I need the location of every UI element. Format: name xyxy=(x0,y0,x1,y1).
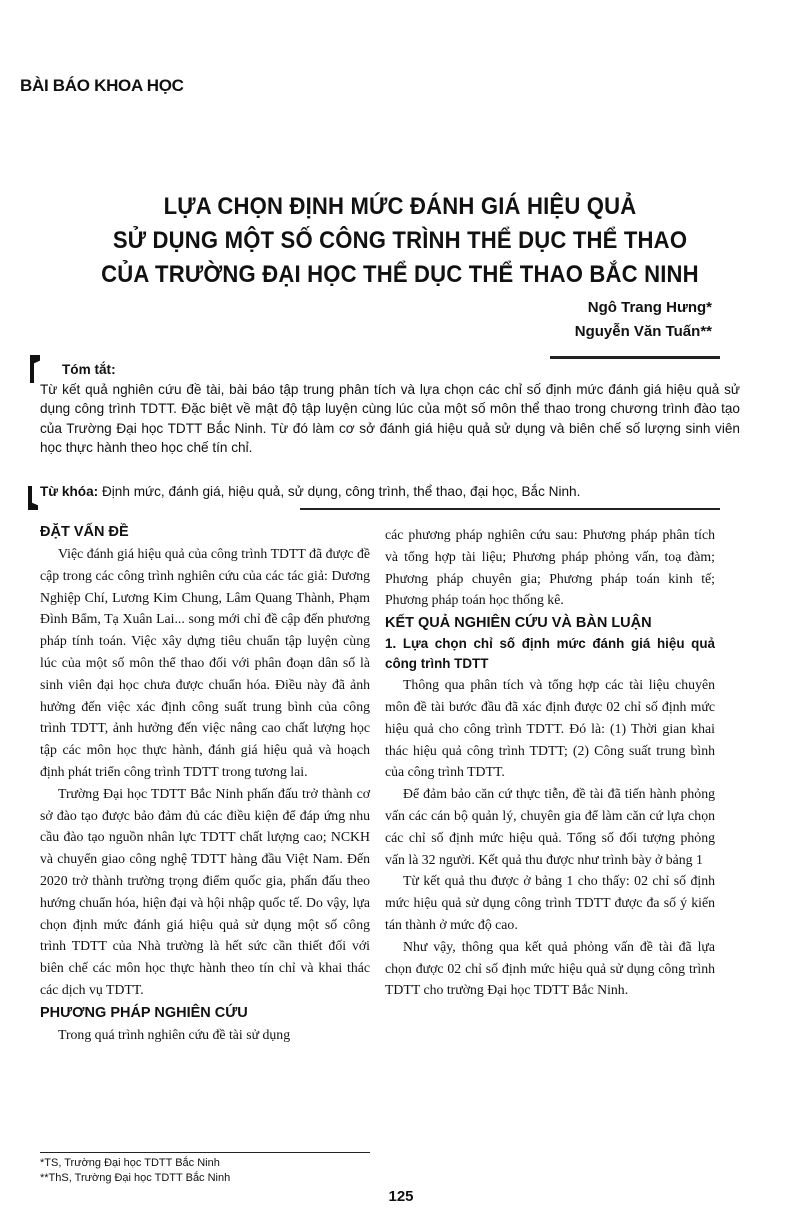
paragraph: Như vậy, thông qua kết quả phỏng vấn đề tài đã lựa chọn được 02 chỉ số định mức hiệu quả sử dụng công trình TDTT cho trường Đại học TDTT Bắc Ninh. xyxy=(385,938,715,998)
title-line-1: LỰA CHỌN ĐỊNH MỨC ĐÁNH GIÁ HIỆU QUẢ xyxy=(163,193,637,220)
heading-introduction: ĐẶT VẤN ĐỀ xyxy=(40,524,129,540)
paragraph: Để đảm bảo căn cứ thực tiễn, đề tài đã tiến hành phỏng vấn các cán bộ quản lý, chuyên gia để làm căn cứ lựa chọn các chỉ số định mức hiệu quả. Tổng số đối tượng phỏng vấn là 32 người. Kết quả thu được như trình bày ở bảng 1 xyxy=(385,786,715,867)
heading-methods: PHƯƠNG PHÁP NGHIÊN CỨU xyxy=(40,1004,248,1021)
paragraph: Trường Đại học TDTT Bắc Ninh phấn đấu trở thành cơ sở đào tạo được bảo đảm đủ các điều kiện để đáp ứng nhu cầu đào tạo nguồn nhân lực TDTT chất lượng cao; NCKH và chuyển giao công nghệ TDTT hàng đầu Việt Nam. Đến 2020 trở thành trường trọng điểm quốc gia, phấn đấu theo hướng chuẩn hóa, hiện đại và hội nhập quốc tế. Do vậy, lựa chọn định mức đánh giá hiệu quả sử dụng một số công trình TDTT của Nhà trường là hết sức cần thiết đối với biên chế các môn học thực hành theo tín chỉ và khai thác các dịch vụ TDTT. xyxy=(40,785,370,997)
article-title xyxy=(87,190,713,292)
right-column xyxy=(385,524,715,1001)
abstract-heading: Tóm tắt: xyxy=(62,362,116,377)
paragraph: Trong quá trình nghiên cứu đề tài sử dụng xyxy=(58,1026,291,1042)
heading-results: KẾT QUẢ NGHIÊN CỨU VÀ BÀN LUẬN xyxy=(385,615,652,632)
keywords-label: Từ khóa: xyxy=(40,484,99,499)
keywords-text: Định mức, đánh giá, hiệu quả, sử dụng, công trình, thể thao, đại học, Bắc Ninh. xyxy=(101,484,581,499)
abstract-bracket-top xyxy=(30,355,40,383)
paragraph: Từ kết quả thu được ở bảng 1 cho thấy: 02 chỉ số định mức hiệu quả sử dụng công trình TDTT được đa số ý kiến tán thành ở mức độ cao. xyxy=(385,873,715,932)
paragraph: các phương pháp nghiên cứu sau: Phương pháp phân tích và tổng hợp tài liệu; Phương pháp phỏng vấn, toạ đàm; Phương pháp chuyên gia; Phương pháp toán kinh tế; Phương pháp toán học thống kê. xyxy=(385,527,715,608)
footnote-1: *TS, Trường Đại học TDTT Bắc Ninh xyxy=(40,1157,220,1169)
footnote-2: **ThS, Trường Đại học TDTT Bắc Ninh xyxy=(40,1172,231,1184)
subheading-1: 1. Lựa chọn chỉ số định mức đánh giá hiệu quả công trình TDTT xyxy=(385,636,715,672)
author-list xyxy=(575,296,712,344)
abstract xyxy=(40,360,740,458)
section-label: BÀI BÁO KHOA HỌC xyxy=(20,76,184,95)
title-line-3: CỦA TRƯỜNG ĐẠI HỌC THỂ DỤC THỂ THAO BẮC NINH xyxy=(101,261,699,288)
author-1: Ngô Trang Hưng* xyxy=(587,299,712,316)
footnotes xyxy=(40,1156,230,1186)
abstract-rule-bottom xyxy=(300,508,720,510)
footnote-rule xyxy=(40,1152,370,1153)
abstract-rule-top xyxy=(550,356,720,359)
abstract-text: Từ kết quả nghiên cứu đề tài, bài báo tập trung phân tích và lựa chọn các chỉ số định mức đánh giá hiệu quả sử dụng công trình TDTT. Đặc biệt về mật độ tập luyện cùng lúc của một số môn thể thao trong chương trình đào tạo của Trường Đại học TDTT Bắc Ninh. Từ đó làm cơ sở đánh giá hiệu quả sử dụng và biên chế số lượng sinh viên học thực hành theo học chế tín chỉ. xyxy=(40,381,740,455)
page-number: 125 xyxy=(388,1188,414,1205)
author-2: Nguyễn Văn Tuấn** xyxy=(574,323,712,340)
left-column xyxy=(40,520,370,1046)
keywords xyxy=(40,484,740,499)
paragraph: Việc đánh giá hiệu quả của công trình TDTT đã được đề cập trong các công trình nghiên cứu của các tác giả: Dương Nghiệp Chí, Lương Kim Chung, Lâm Quang Thành, Phạm Đình Bẩm, Tạ Xuân Lai... song mới chỉ đề cập đến phương pháp tính toán. Việc xây dựng tiêu chuẩn tập luyện cùng lúc của một số môn thể thao đối với phân đoạn dân số là sinh viên đại học chưa được chuẩn hóa. Điều này đã ảnh hưởng đến việc xác định công suất trung bình của công trình TDTT, ảnh hưởng đến việc nâng cao chất lượng học tập các môn học thực hành, đánh giá hiệu quả và hoạch định phát triển công trình TDTT trong tương lai. xyxy=(40,546,370,779)
abstract-bracket-bottom xyxy=(28,486,38,510)
title-line-2: SỬ DỤNG MỘT SỐ CÔNG TRÌNH THỂ DỤC THỂ THAO xyxy=(112,227,688,254)
paragraph: Thông qua phân tích và tổng hợp các tài liệu chuyên môn đề tài bước đầu đã xác định được 02 chỉ số định mức hiệu quả cho công trình TDTT. Đó là: (1) Thời gian khai thác hiệu quả công trình TDTT; (2) Công suất trung bình của công trình TDTT. xyxy=(385,677,715,780)
